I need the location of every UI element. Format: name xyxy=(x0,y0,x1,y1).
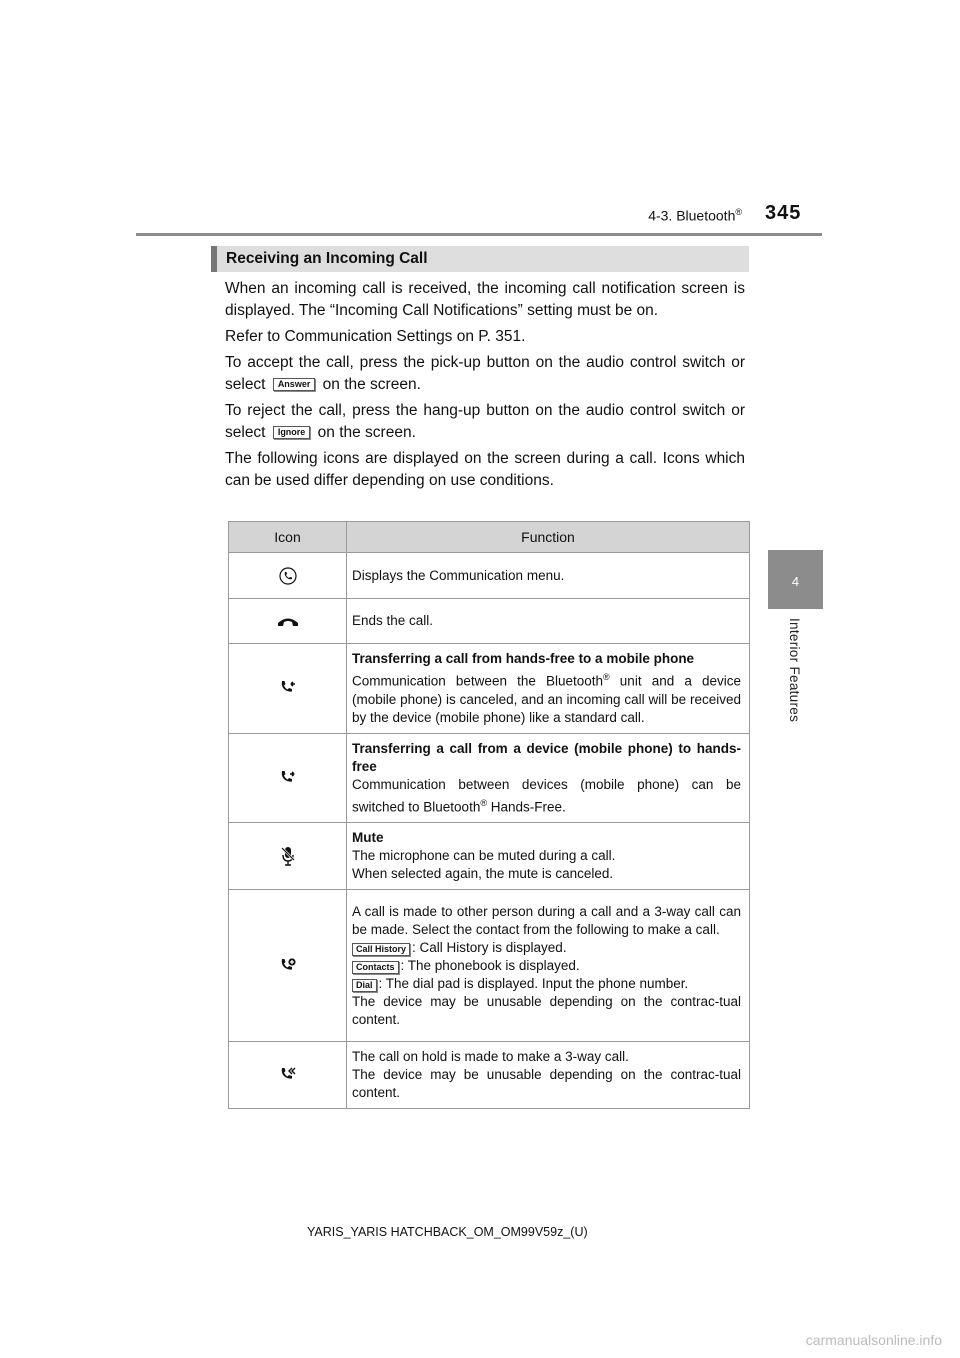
section-title: Receiving an Incoming Call xyxy=(226,250,428,267)
function-cell: Ends the call. xyxy=(347,599,750,644)
call-history-button: Call History xyxy=(352,943,410,956)
mute-icon xyxy=(280,845,296,867)
answer-button: Answer xyxy=(273,378,316,391)
function-cell: The call on hold is made to make a 3-way call. The device may be unusable depending on the contrac-tual content. xyxy=(347,1042,750,1109)
contacts-button: Contacts xyxy=(352,961,399,974)
table-row xyxy=(229,599,750,644)
merge-call-icon xyxy=(279,1066,297,1084)
header-function: Function xyxy=(347,522,750,553)
function-cell: Transferring a call from hands-free to a mobile phone Communication between the Bluetooth® unit and a device (mobile phone) is canceled, and an incoming call will be received by the device (mobile phone) like a standard call. xyxy=(347,644,750,734)
function-cell: Transferring a call from a device (mobile phone) to hands-free Communication between devices (mobile phone) can be switched to Bluetooth® Hands-Free. xyxy=(347,733,750,823)
table-row xyxy=(229,823,750,890)
body-text xyxy=(225,278,745,496)
table-row xyxy=(229,553,750,599)
side-tab-label: Interior Features xyxy=(787,618,802,723)
function-cell: Mute The microphone can be muted during a call. When selected again, the mute is canceled. xyxy=(347,823,750,890)
function-cell: Displays the Communication menu. xyxy=(347,553,750,599)
side-tab-number: 4 xyxy=(791,574,800,589)
page-number: 345 xyxy=(765,202,802,224)
table-row xyxy=(229,1042,750,1109)
phone-menu-icon xyxy=(279,567,297,585)
transfer-to-handsfree-icon xyxy=(279,769,297,787)
header-rule xyxy=(136,233,822,236)
dial-button: Dial xyxy=(352,979,377,992)
watermark: carmanualsonline.info xyxy=(805,1332,942,1348)
function-cell: A call is made to other person during a call and a 3-way call can be made. Select the contact from the following to make a call. Call History : Call History is displayed. Contacts : The phonebook is displayed. Dial : The dial pad is displayed. Input the phone number. The device may be unusable depending on the contrac-tual content. xyxy=(347,890,750,1042)
paragraph: The following icons are displayed on the screen during a call. Icons which can be used differ depending on use conditions. xyxy=(225,450,745,489)
section-heading xyxy=(211,246,749,272)
table-row xyxy=(229,890,750,1042)
paragraph: To accept the call, press the pick-up button on the audio control switch or select Answer on the screen. xyxy=(225,354,745,393)
paragraph: To reject the call, press the hang-up button on the audio control switch or select Ignore on the screen. xyxy=(225,402,745,441)
transfer-to-phone-icon xyxy=(279,679,297,697)
header-icon: Icon xyxy=(229,522,347,553)
footer-code: YARIS_YARIS HATCHBACK_OM_OM99V59z_(U) xyxy=(307,1225,588,1239)
table-header-row xyxy=(229,522,750,553)
paragraph: Refer to Communication Settings on P. 351. xyxy=(225,328,526,345)
hang-up-icon xyxy=(277,615,299,627)
paragraph: When an incoming call is received, the incoming call notification screen is displayed. The “Incoming Call Notifications” setting must be on. xyxy=(225,280,745,319)
icon-function-table xyxy=(228,521,750,1109)
add-call-icon xyxy=(279,957,297,975)
table-row xyxy=(229,644,750,734)
header-section: 4-3. Bluetooth® xyxy=(648,207,742,224)
table-row xyxy=(229,733,750,823)
ignore-button: Ignore xyxy=(273,426,311,439)
